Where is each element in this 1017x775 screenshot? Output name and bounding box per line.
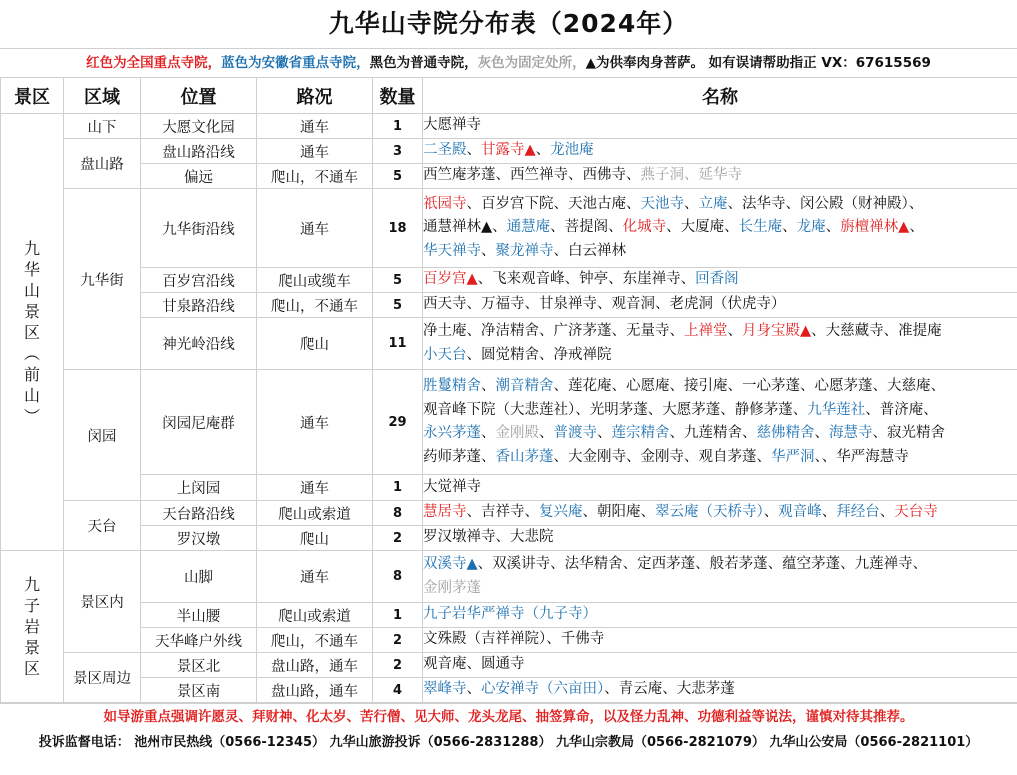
table-header-row <box>1 78 1017 114</box>
count-cell: 2 <box>373 653 423 678</box>
legend-segment: 蓝色为安徽省重点寺院， <box>221 55 370 71</box>
scenic-cell-qianshan <box>1 114 64 551</box>
temple-name: 、寂光精舍 <box>872 425 945 441</box>
names-cell <box>423 603 1017 628</box>
temple-name: 、青云庵、大悲茅蓬 <box>604 681 735 698</box>
temple-name: 、 <box>727 323 742 339</box>
table-row <box>1 189 1017 268</box>
temple-name: 回香阁 <box>695 271 739 288</box>
scenic-char: 山 <box>23 280 40 300</box>
road-cell: 通车 <box>257 551 373 603</box>
temple-name: 罗汉墩禅寺、大悲院 <box>423 529 554 546</box>
temple-name: 拜经台 <box>836 504 880 521</box>
temple-name: 普渡寺 <box>553 425 597 441</box>
temple-name: 九子岩华严禅寺（九子寺） <box>423 606 597 623</box>
footer-contacts <box>0 730 1017 756</box>
header-area: 区域 <box>64 78 141 114</box>
location-cell: 盘山路沿线 <box>141 139 257 164</box>
scenic-char: 前 <box>23 364 40 384</box>
names-cell <box>423 268 1017 293</box>
temple-name: 香山茅蓬 <box>495 448 554 465</box>
names-cell <box>423 114 1017 139</box>
temple-name: 、 <box>821 504 837 521</box>
temple-name: 立庵 <box>698 195 728 212</box>
names-cell <box>423 678 1017 703</box>
names-cell <box>423 628 1017 653</box>
header-location: 位置 <box>141 78 257 114</box>
temple-name: 燕子洞、延华寺 <box>640 167 742 184</box>
table-row <box>1 114 1017 139</box>
temple-name: 翠云庵（天桥寺） <box>655 504 764 521</box>
contact-label: 投诉监督电话： <box>38 735 130 750</box>
temple-name: 、 <box>763 504 779 521</box>
temple-name: 慈佛精舍 <box>756 425 815 441</box>
temple-name: 复兴庵 <box>539 504 583 521</box>
temple-name: 天池寺 <box>640 195 684 212</box>
count-cell: 2 <box>373 526 423 551</box>
road-cell: 爬山 <box>257 318 373 370</box>
area-cell: 闵园 <box>64 370 141 501</box>
count-cell: 4 <box>373 678 423 703</box>
location-cell: 闵园尼庵群 <box>141 370 257 475</box>
road-cell: 通车 <box>257 139 373 164</box>
scenic-char: 山 <box>23 385 40 405</box>
temple-name: 、吉祥寺、 <box>466 504 539 521</box>
names-cell <box>423 475 1017 501</box>
temple-name: 、大金刚寺、金刚寺、观自茅蓬、 <box>553 448 771 465</box>
temple-name: 、 <box>535 142 551 159</box>
names-cell <box>423 293 1017 318</box>
area-cell: 景区内 <box>64 551 141 653</box>
temple-name: 天台寺 <box>894 504 938 521</box>
temple-name: 龙池庵 <box>550 142 594 159</box>
table-row <box>1 139 1017 164</box>
temple-name: 、双溪讲寺、法华精舍、定西茅蓬、般若茅蓬、蕴空茅蓬、九莲禅寺、 <box>477 556 928 572</box>
temple-name: 华严洞 <box>771 448 815 465</box>
temple-name: 潮音精舍 <box>495 378 554 394</box>
temple-name: 慧居寺 <box>423 504 467 521</box>
table-row <box>1 293 1017 318</box>
names-cell <box>423 501 1017 526</box>
names-cell <box>423 653 1017 678</box>
temple-name: 化城寺 <box>622 219 667 236</box>
location-cell: 大愿文化园 <box>141 114 257 139</box>
header-scenic: 景区 <box>1 78 64 114</box>
temple-name: 旃檀禅林▲ <box>840 219 910 236</box>
table-row <box>1 603 1017 628</box>
temple-name: 、 <box>466 681 481 698</box>
location-cell: 景区北 <box>141 653 257 678</box>
count-cell: 5 <box>373 268 423 293</box>
count-cell: 1 <box>373 603 423 628</box>
temple-name: 、 <box>481 378 496 394</box>
count-cell: 18 <box>373 189 423 268</box>
table-row <box>1 164 1017 189</box>
count-cell: 2 <box>373 628 423 653</box>
names-cell <box>423 370 1017 475</box>
area-cell: 九华街 <box>64 189 141 370</box>
area-cell: 天台 <box>64 501 141 551</box>
temple-name: 甘露寺▲ <box>481 142 536 159</box>
names-cell <box>423 318 1017 370</box>
temple-name: 永兴茅蓬 <box>423 425 481 441</box>
temple-name: 金刚茅蓬 <box>423 579 481 596</box>
header-count: 数量 <box>373 78 423 114</box>
temple-name: 观音峰下院（大悲莲社）、光明茅蓬、大愿茅蓬、静修茅蓬、 <box>423 401 808 418</box>
temple-name: 胜鬘精舍 <box>423 378 481 394</box>
temple-name: 龙庵 <box>796 219 826 236</box>
temple-name: 祇园寺 <box>423 195 467 212</box>
location-cell: 天台路沿线 <box>141 501 257 526</box>
names-cell <box>423 551 1017 603</box>
temple-name: 、 <box>597 425 612 441</box>
header-road: 路况 <box>257 78 373 114</box>
table-row <box>1 318 1017 370</box>
scenic-char: 华 <box>23 259 40 279</box>
temple-name: 、 <box>814 425 829 441</box>
temple-name: 、白云禅林 <box>553 242 626 259</box>
table-row <box>1 551 1017 603</box>
temple-name: 、 <box>539 425 554 441</box>
road-cell: 通车 <box>257 189 373 268</box>
temple-name: 、 <box>879 504 895 521</box>
temple-name: 九华莲社 <box>807 401 866 418</box>
legend-segment: 黑色为普通寺院， <box>369 55 478 71</box>
temple-name: 通慧禅林▲、 <box>423 219 507 236</box>
table-row <box>1 526 1017 551</box>
location-cell: 山脚 <box>141 551 257 603</box>
temple-name: 心安禅寺（六亩田） <box>481 681 605 698</box>
count-cell: 5 <box>373 164 423 189</box>
location-cell: 半山腰 <box>141 603 257 628</box>
count-cell: 5 <box>373 293 423 318</box>
scenic-char: 九 <box>23 238 40 258</box>
table-row <box>1 268 1017 293</box>
scenic-char: 区 <box>23 659 40 678</box>
temple-name: 百岁宫▲ <box>423 271 478 288</box>
count-cell: 11 <box>373 318 423 370</box>
table-row <box>1 370 1017 475</box>
scenic-char: 九 <box>23 575 40 594</box>
temple-name: 翠峰寺 <box>423 681 467 698</box>
scenic-char: 子 <box>23 596 40 615</box>
road-cell: 爬山，不通车 <box>257 628 373 653</box>
temple-name: 小天台 <box>423 346 467 363</box>
count-cell: 29 <box>373 370 423 475</box>
road-cell: 爬山或索道 <box>257 603 373 628</box>
location-cell: 天华峰户外线 <box>141 628 257 653</box>
road-cell: 爬山，不通车 <box>257 164 373 189</box>
temple-name: 、百岁宫下院、天池古庵、 <box>466 195 641 212</box>
scenic-char: 岩 <box>23 617 40 636</box>
temple-name: 、法华寺、闵公殿（财神殿）、 <box>727 195 924 212</box>
temple-name: 文殊殿（吉祥禅院）、千佛寺 <box>423 631 605 648</box>
scenic-char: 景 <box>23 301 40 321</box>
road-cell: 盘山路，通车 <box>257 678 373 703</box>
table-row <box>1 653 1017 678</box>
road-cell: 爬山 <box>257 526 373 551</box>
count-cell: 8 <box>373 501 423 526</box>
color-legend <box>0 48 1017 77</box>
legend-segment: 红色为全国重点寺院， <box>86 55 222 71</box>
location-cell: 甘泉路沿线 <box>141 293 257 318</box>
temple-table <box>0 77 1017 703</box>
temple-name: 、莲花庵、心愿庵、接引庵、一心茅蓬、心愿茅蓬、大慈庵、 <box>553 378 945 394</box>
temple-name: 二圣殿 <box>423 142 467 159</box>
count-cell: 8 <box>373 551 423 603</box>
page-title: 九华山寺院分布表（2024年） <box>328 9 689 38</box>
scenic-char: ︵ <box>23 343 40 363</box>
temple-name: 大觉禅寺 <box>423 478 481 495</box>
temple-name: 莲宗精舍 <box>611 425 670 441</box>
temple-name: 、朝阳庵、 <box>582 504 655 521</box>
temple-name: 海慧寺 <box>829 425 873 441</box>
count-cell: 1 <box>373 114 423 139</box>
temple-name: 、普济庵、 <box>865 401 938 418</box>
road-cell: 盘山路，通车 <box>257 653 373 678</box>
names-cell <box>423 189 1017 268</box>
temple-name: 药师茅蓬、 <box>423 448 496 465</box>
location-cell: 罗汉墩 <box>141 526 257 551</box>
temple-name: 华天禅寺 <box>423 242 481 259</box>
names-cell <box>423 139 1017 164</box>
temple-name: 双溪寺▲ <box>423 556 478 572</box>
area-cell: 盘山路 <box>64 139 141 189</box>
scenic-cell-jiuziyan <box>1 551 64 703</box>
temple-name: 通慧庵 <box>506 219 551 236</box>
temple-name: 、 <box>909 219 924 236</box>
road-cell: 通车 <box>257 114 373 139</box>
location-cell: 神光岭沿线 <box>141 318 257 370</box>
road-cell: 爬山，不通车 <box>257 293 373 318</box>
temple-name: 月身宝殿▲ <box>742 323 812 339</box>
temple-name: 、大慈藏寺、准提庵 <box>811 323 942 339</box>
temple-name: 、 <box>825 219 841 236</box>
area-cell: 景区周边 <box>64 653 141 703</box>
temple-name: 、、华严海慧寺 <box>814 448 909 465</box>
location-cell: 九华街沿线 <box>141 189 257 268</box>
legend-segment: 灰色为固定处所， <box>477 55 586 71</box>
table-row <box>1 628 1017 653</box>
footer-warning: 如导游重点强调许愿灵、拜财神、化太岁、苦行僧、见大师、龙头龙尾、抽签算命，以及怪力乱神、功德利益等说法，谨慎对待其推荐。 <box>0 703 1017 730</box>
header-names: 名称 <box>423 78 1017 114</box>
temple-name: 西天寺、万福寺、甘泉禅寺、观音洞、老虎洞（伏虎寺） <box>423 296 786 313</box>
legend-segment: ▲为供奉肉身菩萨。 如有误请帮助指正 VX：67615569 <box>585 55 931 71</box>
road-cell: 通车 <box>257 475 373 501</box>
count-cell: 3 <box>373 139 423 164</box>
temple-name: 观音庵、圆通寺 <box>423 656 525 673</box>
table-row <box>1 501 1017 526</box>
temple-name: 上禅堂 <box>684 323 728 339</box>
scenic-char: 景 <box>23 638 40 657</box>
temple-name: 、飞来观音峰、钟亭、东崖禅寺、 <box>477 271 696 288</box>
location-cell: 偏远 <box>141 164 257 189</box>
temple-name: 、九莲精舍、 <box>669 425 757 441</box>
temple-name: 大愿禅寺 <box>423 117 481 134</box>
temple-name: 净土庵、净洁精舍、广济茅蓬、无量寺、 <box>423 323 684 339</box>
names-cell <box>423 164 1017 189</box>
temple-name: 、圆觉精舍、净戒禅院 <box>466 346 612 363</box>
location-cell: 百岁宫沿线 <box>141 268 257 293</box>
count-cell: 1 <box>373 475 423 501</box>
scenic-char: 区 <box>23 322 40 342</box>
area-cell: 山下 <box>64 114 141 139</box>
names-cell <box>423 526 1017 551</box>
road-cell: 爬山或缆车 <box>257 268 373 293</box>
temple-name: 、 <box>481 425 496 441</box>
location-cell: 景区南 <box>141 678 257 703</box>
temple-name: 、大厦庵、 <box>666 219 739 236</box>
temple-name: 观音峰 <box>778 504 822 521</box>
table-row <box>1 678 1017 703</box>
road-cell: 爬山或索道 <box>257 501 373 526</box>
temple-name: 、 <box>782 219 797 236</box>
temple-name: 、 <box>481 242 496 259</box>
table-row <box>1 475 1017 501</box>
temple-name: 、 <box>466 142 481 159</box>
temple-name: 、 <box>684 195 699 212</box>
location-cell: 上闵园 <box>141 475 257 501</box>
temple-name: 金刚殿 <box>495 425 539 441</box>
scenic-char: ︶ <box>23 406 40 426</box>
contact-numbers: 池州市民热线（0566-12345） 九华山旅游投诉（0566-2831288） 九华山宗教局（0566-2821079） 九华山公安局（0566-2821101） <box>134 735 979 750</box>
temple-name: 聚龙禅寺 <box>495 242 554 259</box>
temple-name: 、菩提阁、 <box>550 219 623 236</box>
temple-name: 西竺庵茅蓬、西竺禅寺、西佛寺、 <box>423 167 641 184</box>
temple-name: 长生庵 <box>738 219 783 236</box>
road-cell: 通车 <box>257 370 373 475</box>
